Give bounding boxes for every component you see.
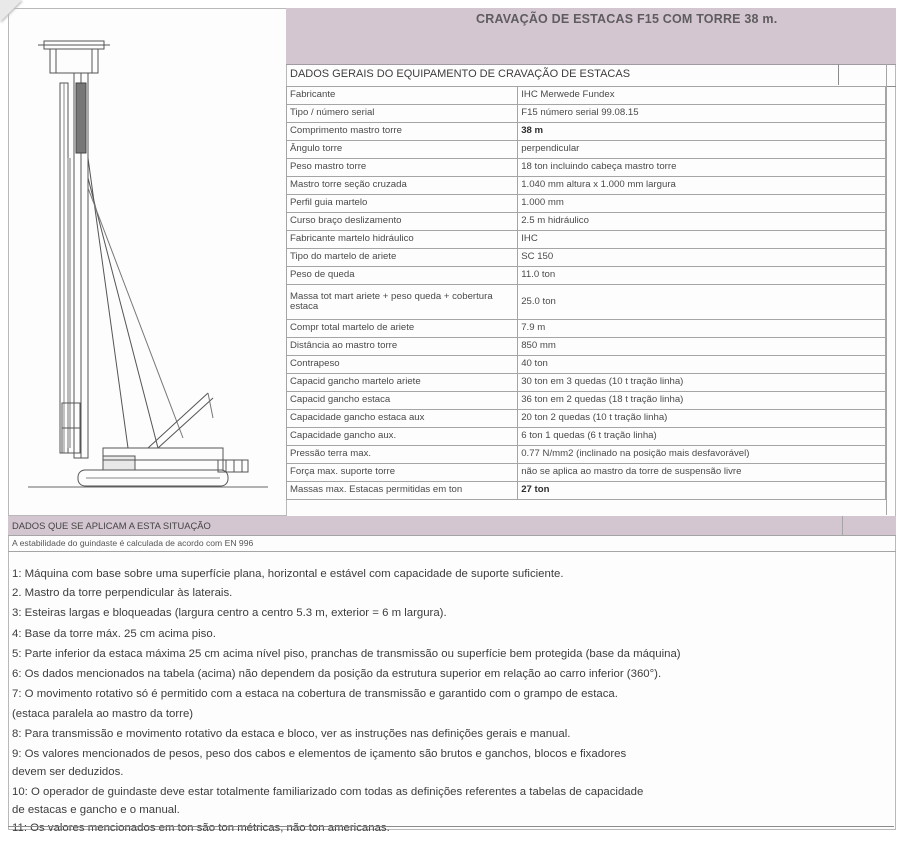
situation-subheader (8, 536, 896, 552)
spec-label: Peso de queda (287, 267, 518, 285)
spec-value: 2.5 m hidráulico (518, 213, 886, 231)
note-line: 9: Os valores mencionados de pesos, peso dos cabos e elementos de içamento são brutos e ganchos, blocos e fixadores (12, 748, 627, 760)
note-line: 4: Base da torre máx. 25 cm acima piso. (12, 628, 216, 640)
spec-value: 1.040 mm altura x 1.000 mm largura (518, 177, 886, 195)
crane-boom (148, 393, 208, 448)
spec-value: 7.9 m (518, 320, 886, 338)
spec-label: Capacid gancho martelo ariete (287, 374, 518, 392)
spec-value: não se aplica ao mastro da torre de suspensão livre (518, 464, 886, 482)
general-data-header (286, 64, 896, 87)
table-row (287, 267, 886, 285)
spec-label: Força max. suporte torre (287, 464, 518, 482)
spec-value: 850 mm (518, 338, 886, 356)
spec-label: Tipo / número serial (287, 105, 518, 123)
spec-label: Capacidade gancho estaca aux (287, 410, 518, 428)
spec-label: Pressão terra max. (287, 446, 518, 464)
spec-label: Massas max. Estacas permitidas em ton (287, 482, 518, 500)
spec-value: 20 ton 2 quedas (10 t tração linha) (518, 410, 886, 428)
spec-value: F15 número serial 99.08.15 (518, 105, 886, 123)
spec-label: Capacid gancho estaca (287, 392, 518, 410)
table-row (287, 195, 886, 213)
table-row (287, 213, 886, 231)
spec-value: 1.000 mm (518, 195, 886, 213)
spec-value: 30 ton em 3 quedas (10 t tração linha) (518, 374, 886, 392)
spec-value: 38 m (518, 123, 886, 141)
pile-driver-illustration (8, 8, 286, 515)
spec-label: Perfil guia martelo (287, 195, 518, 213)
table-row (287, 464, 886, 482)
spec-label: Fabricante martelo hidráulico (287, 231, 518, 249)
table-row (287, 231, 886, 249)
table-row (287, 123, 886, 141)
table-row (287, 159, 886, 177)
spec-value: 36 ton em 2 quedas (18 t tração linha) (518, 392, 886, 410)
spec-value: 6 ton 1 quedas (6 t tração linha) (518, 428, 886, 446)
situation-header (8, 516, 896, 536)
table-row (287, 87, 886, 105)
spec-label: Massa tot mart ariete + peso queda + cobertura estaca (287, 285, 518, 320)
table-row (287, 249, 886, 267)
spec-label: Contrapeso (287, 356, 518, 374)
spec-label: Ângulo torre (287, 141, 518, 159)
table-row (287, 410, 886, 428)
spec-label: Tipo do martelo de ariete (287, 249, 518, 267)
note-line: 7: O movimento rotativo só é permitido com a estaca na cobertura de transmissão e garantido com o grampo de estaca. (12, 688, 618, 700)
table-right-strip (886, 64, 897, 515)
backstay-2 (88, 178, 158, 448)
stability-note: A estabilidade do guindaste é calculada de acordo com EN 996 (12, 538, 254, 548)
table-row (287, 320, 886, 338)
spec-value: IHC Merwede Fundex (518, 87, 886, 105)
spec-label: Comprimento mastro torre (287, 123, 518, 141)
note-line: 1: Máquina com base sobre uma superfície plana, horizontal e estável com capacidade de suporte suficiente. (12, 568, 564, 580)
table-row (287, 392, 886, 410)
spec-value: IHC (518, 231, 886, 249)
note-line: devem ser deduzidos. (12, 766, 124, 778)
equipment-spec-table (286, 86, 886, 500)
table-row (287, 177, 886, 195)
hydraulic-hammer (76, 83, 86, 153)
spec-value: 18 ton incluindo cabeça mastro torre (518, 159, 886, 177)
note-line: (estaca paralela ao mastro da torre) (12, 708, 194, 720)
note-line: 6: Os dados mencionados na tabela (acima) não dependem da posição da estrutura superior em relação ao carro inferior (360°). (12, 668, 662, 680)
note-line: 11: Os valores mencionados em ton são ton métricas, não ton americanas. (12, 822, 390, 834)
document-title: CRAVAÇÃO DE ESTACAS F15 COM TORRE 38 m. (476, 12, 778, 26)
pile-driver-drawing (8, 8, 287, 516)
note-line: 8: Para transmissão e movimento rotativo da estaca e bloco, ver as instruções nas definições gerais e manual. (12, 728, 571, 740)
situation-heading: DADOS QUE SE APLICAM A ESTA SITUAÇÃO (12, 520, 211, 531)
spec-value: 0.77 N/mm2 (inclinado na posição mais desfavorável) (518, 446, 886, 464)
spec-value: SC 150 (518, 249, 886, 267)
spec-value: 40 ton (518, 356, 886, 374)
header-cell-divider (838, 64, 839, 85)
bottom-rule (8, 826, 894, 827)
spec-label: Curso braço deslizamento (287, 213, 518, 231)
spec-label: Mastro torre seção cruzada (287, 177, 518, 195)
spec-label: Peso mastro torre (287, 159, 518, 177)
spec-value: 27 ton (518, 482, 886, 500)
spec-label: Fabricante (287, 87, 518, 105)
table-row (287, 428, 886, 446)
note-line: 2. Mastro da torre perpendicular às laterais. (12, 587, 233, 599)
table-row (287, 285, 886, 320)
table-row (287, 374, 886, 392)
note-line: 10: O operador de guindaste deve estar totalmente familiarizado com todas as definições referentes a tabelas de capacidade (12, 786, 644, 798)
spec-label: Distância ao mastro torre (287, 338, 518, 356)
table-row (287, 141, 886, 159)
spec-value: 25.0 ton (518, 285, 886, 320)
note-line: 5: Parte inferior da estaca máxima 25 cm acima nível piso, pranchas de transmissão ou superfície bem protegida (base da máquina) (12, 648, 681, 660)
title-band (286, 8, 896, 65)
spec-label: Capacidade gancho aux. (287, 428, 518, 446)
notes-list (8, 552, 894, 834)
note-line: 3: Esteiras largas e bloqueadas (largura centro a centro 5.3 m, exterior = 6 m largura). (12, 607, 447, 619)
spec-value: 11.0 ton (518, 267, 886, 285)
table-row (287, 338, 886, 356)
situation-cell-divider (842, 516, 843, 535)
table-row (287, 482, 886, 500)
general-data-heading: DADOS GERAIS DO EQUIPAMENTO DE CRAVAÇÃO DE ESTACAS (290, 68, 631, 80)
table-row (287, 105, 886, 123)
spec-label: Compr total martelo de ariete (287, 320, 518, 338)
table-row (287, 446, 886, 464)
spec-value: perpendicular (518, 141, 886, 159)
note-line: de estacas e gancho e o manual. (12, 804, 180, 816)
table-row (287, 356, 886, 374)
mast-head-block (50, 49, 98, 73)
